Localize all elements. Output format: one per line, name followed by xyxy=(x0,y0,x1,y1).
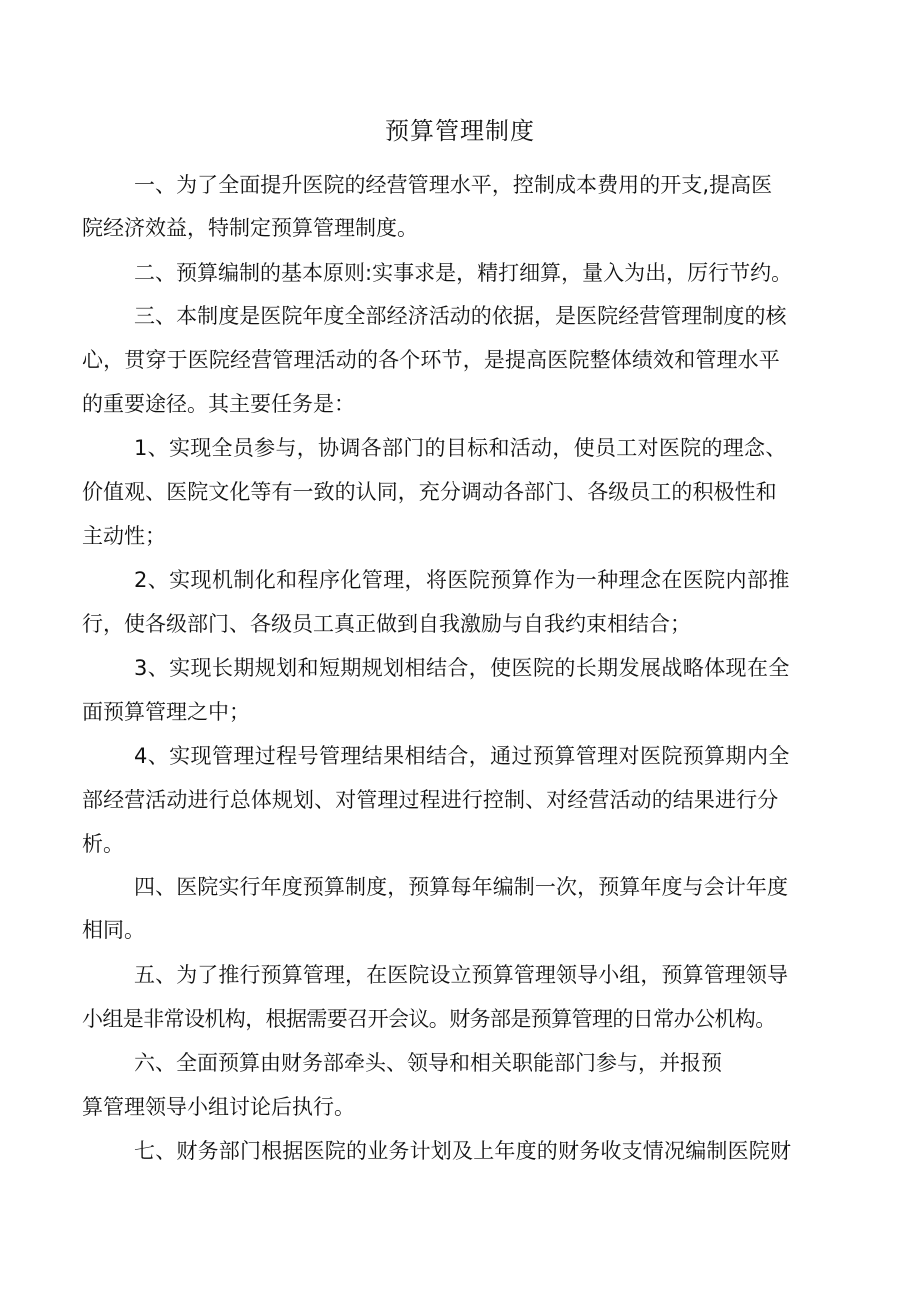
text-line: 七、财务部门根据医院的业务计划及上年度的财务收支情况编制医院财 xyxy=(134,1139,792,1163)
text-line: 3、实现长期规划和短期规划相结合，使医院的长期发展战略体现在全 xyxy=(134,656,790,680)
text-line: 算管理领导小组讨论后执行。 xyxy=(82,1095,355,1119)
text-line: 一、为了全面提升医院的经营管理水平，控制成本费用的开支,提高医 xyxy=(134,173,773,197)
text-line: 的重要途径。其主要任务是： xyxy=(82,392,355,416)
text-line: 心，贯穿于医院经营管理活动的各个环节，是提高医院整体绩效和管理水平 xyxy=(82,348,780,372)
text-line: 五、为了推行预算管理，在医院设立预算管理领导小组，预算管理领导 xyxy=(134,963,789,987)
text-line: 四、医院实行年度预算制度，预算每年编制一次，预算年度与会计年度 xyxy=(134,875,789,899)
text-line: 部经营活动进行总体规划、对管理过程进行控制、对经营活动的结果进行分 xyxy=(82,788,779,812)
text-line: 主动性； xyxy=(82,524,166,548)
text-line: 2、实现机制化和程序化管理，将医院预算作为一种理念在医院内部推 xyxy=(134,568,790,592)
document-title: 预算管理制度 xyxy=(385,117,535,145)
text-line: 行，使各级部门、各级员工真正做到自我激励与自我约束相结合； xyxy=(82,612,691,636)
text-line: 小组是非常设机构，根据需要召开会议。财务部是预算管理的日常办公机构。 xyxy=(82,1007,776,1031)
text-line: 三、本制度是医院年度全部经济活动的依据，是医院经营管理制度的核 xyxy=(134,304,787,328)
text-line: 院经济效益，特制定预算管理制度。 xyxy=(82,216,418,240)
text-line: 相同。 xyxy=(82,918,145,942)
text-line: 价值观、医院文化等有一致的认同，充分调动各部门、各级员工的积极性和 xyxy=(82,480,777,504)
text-line: 二、预算编制的基本原则:实事求是，精打细算，量入为出，厉行节约。 xyxy=(134,261,793,285)
text-line: 析。 xyxy=(82,832,124,856)
text-line: 4、实现管理过程号管理结果相结合，通过预算管理对医院预算期内全 xyxy=(134,744,790,768)
text-line: 六、全面预算由财务部牵头、领导和相关职能部门参与，并报预 xyxy=(134,1051,722,1075)
text-line: 面预算管理之中； xyxy=(82,700,250,724)
text-line: 1、实现全员参与，协调各部门的目标和活动，使员工对医院的理念、 xyxy=(134,436,787,460)
